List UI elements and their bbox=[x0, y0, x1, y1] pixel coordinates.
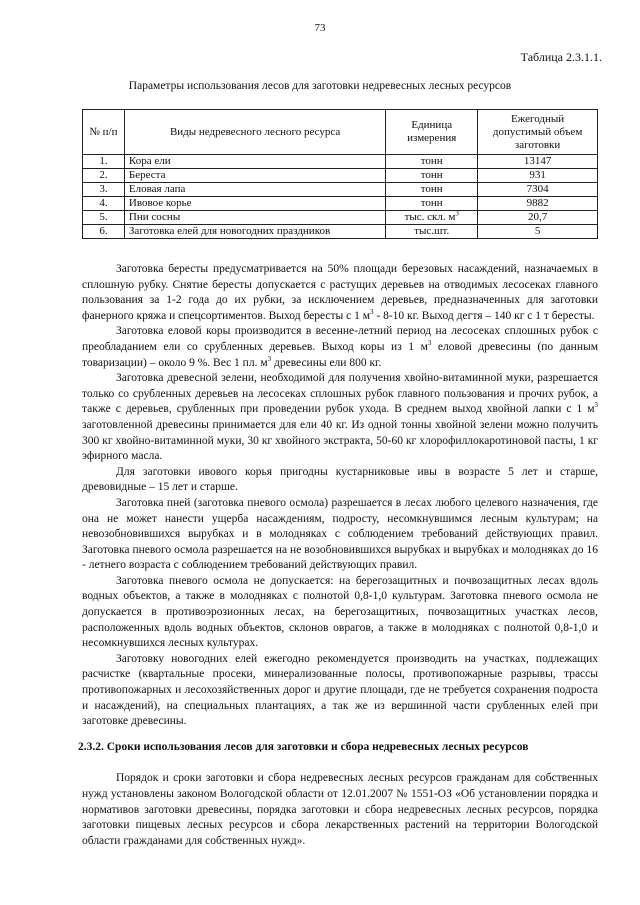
paragraph-procedure: Порядок и сроки заготовки и сбора недревесных лесных ресурсов гражданам для собственных нужд установлены законом Вологодской области от 12.01.2007 № 1551-ОЗ «Об установлении порядка и нормативов заготовки древесины, порядка заготовки и сбора недревесных лесных ресурсов, порядка заготовки пищевых лесных ресурсов и сбора лекарственных растений на территории Вологодской области гражданами для собственных нужд». bbox=[82, 772, 598, 847]
paragraph-new-year-trees: Заготовку новогодних елей ежегодно рекомендуется производить на участках, подлежащих расчистке (квартальные просеки, минерализованные полосы, противопожарные разрывы, трассы противопожарных и лесохозяйственных дорог и другие площади, где не требуется сохранения подроста и насаждений), на специальных плантациях, а так же из вершинной части срубленных елей при заготовке древесины. bbox=[82, 652, 598, 728]
table-title: Параметры использования лесов для заготовки недревесных лесных ресурсов bbox=[128, 80, 512, 92]
cell-unit: тыс.шт. bbox=[386, 225, 478, 239]
cell-volume: 7304 bbox=[478, 183, 598, 197]
table-caption: Таблица 2.3.1.1. bbox=[520, 50, 602, 64]
paragraph-birch-bark: Заготовка бересты предусматривается на 50% площади березовых насаждений, назначаемых в сплошную рубку. Снятие бересты допускается с растущих деревьев на отводимых лесосеках главного пользования за 1-2 года до их рубки, за исключением деревьев, предназначенных для заготовки фанерного кряжа и спецсортиментов. Выход бересты с 1 $м^3 - 8-10$ кг. Выход дегтя – 140 кг с 1 т бересты. bbox=[82, 263, 598, 322]
cell-resource: Еловая лапа bbox=[124, 183, 385, 197]
cell-unit: тонн bbox=[386, 155, 478, 169]
unit-superscript: 3 bbox=[455, 209, 459, 218]
table-row bbox=[83, 155, 598, 169]
paragraph-spruce-bark: Заготовка еловой коры производится в весенне-летний период на лесосеках сплошных рубок с преобладанием ели со срубленных деревьев. Выход коры из 1 $м^3$ еловой древесины (по данным товаризации) – около 9 %. Вес 1 пл. $м^3$ древесины ели 800 кг. bbox=[82, 325, 598, 369]
cell-unit: тонн bbox=[386, 197, 478, 211]
cell-num: 2. bbox=[83, 169, 125, 183]
table-row bbox=[83, 197, 598, 211]
cell-resource: Ивовое корье bbox=[124, 197, 385, 211]
table-header-row bbox=[83, 110, 598, 155]
table-row bbox=[83, 169, 598, 183]
paragraph-greenery: Заготовка древесной зелени, необходимой для получения хвойно-витаминной муки, разрешается только со срубленных деревьев на лесосеках сплошных рубок главного пользования и прочих рубок, а также с деревьев, срубленных при проведении рубок ухода. В среднем выход хвойной лапки с 1 $м^3$ заготовленной древесины принимается для ели 40 кг. Из одной тонны хвойной зелени можно получить 300 кг хвойно-витаминной муки, 30 кг хвойного экстракта, 50-60 кг хлорофиллокаротиновой пасты, 1 кг эфирного масла. bbox=[82, 372, 598, 463]
paragraph-stumps-restrictions: Заготовка пневого осмола не допускается: на берегозащитных и почвозащитных лесах вдоль водных объектов, а также в молодняках с полнотой 0,8-1,0 культурам. Заготовка пневого осмола не допускается в противоэрозионных лесах, на берегозащитных, почвозащитных участках лесов, расположенных вдоль водных объектов, склонов оврагов, а также в молодняках с полнотой 0,8-1,0 и несомкнувшихся лесных культурах. bbox=[82, 574, 598, 650]
cell-num: 5. bbox=[83, 211, 125, 225]
cell-num: 1. bbox=[83, 155, 125, 169]
body-text bbox=[78, 262, 598, 849]
cell-num: 4. bbox=[83, 197, 125, 211]
cell-volume: 9882 bbox=[478, 197, 598, 211]
cell-volume: 931 bbox=[478, 169, 598, 183]
cell-volume: 20,7 bbox=[478, 211, 598, 225]
header-num: № п/п bbox=[83, 110, 125, 155]
resources-table bbox=[82, 109, 598, 239]
table-row bbox=[83, 211, 598, 225]
table-row bbox=[83, 225, 598, 239]
cell-volume: 13147 bbox=[478, 155, 598, 169]
header-volume: Ежегодный допустимый объем заготовки bbox=[478, 110, 598, 155]
cell-num: 6. bbox=[83, 225, 125, 239]
header-unit: Единица измерения bbox=[386, 110, 478, 155]
section-heading: 2.3.2. Сроки использования лесов для заготовки и сбора недревесных лесных ресурсов bbox=[78, 740, 529, 753]
cell-resource: Береста bbox=[124, 169, 385, 183]
cell-unit: тонн bbox=[386, 169, 478, 183]
cell-resource: Пни сосны bbox=[124, 211, 385, 225]
page-number: 73 bbox=[314, 22, 326, 34]
table-row bbox=[83, 183, 598, 197]
unit-text: тыс. скл. м bbox=[404, 211, 456, 223]
header-resource: Виды недревесного лесного ресурса bbox=[124, 110, 385, 155]
cell-unit bbox=[386, 211, 478, 225]
paragraph-stumps: Заготовка пней (заготовка пневого осмола) разрешается в лесах любого целевого назначения, где она не может нанести ущерба насаждениям, подросту, несомкнувшимся лесным культурам; на невозобновившихся вырубках и в молодняках с соблюдением требований действующих правил. Заготовка пневого осмола разрешается на не возобновившихся вырубках и вырубках и молодняках до 16 - летнего возраста с соблюдением требований действующих правил. bbox=[82, 496, 598, 572]
cell-unit: тонн bbox=[386, 183, 478, 197]
cell-resource: Заготовка елей для новогодних праздников bbox=[124, 225, 385, 239]
cell-volume: 5 bbox=[478, 225, 598, 239]
paragraph-willow-bark: Для заготовки ивового корья пригодны кустарниковые ивы в возрасте 5 лет и старше, древовидные – 15 лет и старше. bbox=[82, 465, 598, 494]
cell-num: 3. bbox=[83, 183, 125, 197]
cell-resource: Кора ели bbox=[124, 155, 385, 169]
